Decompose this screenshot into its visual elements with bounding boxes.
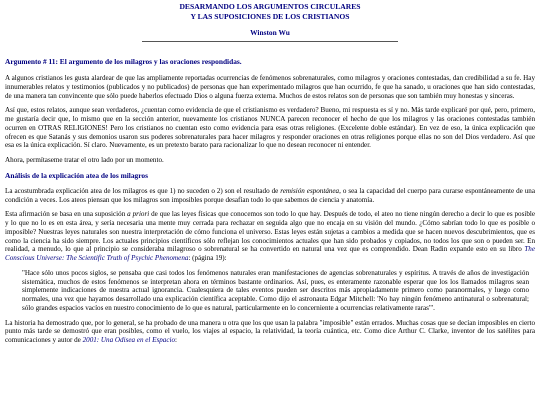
text-segment: de que las leyes físicas que conocemos son todo lo que hay. Después de todo, el ateo no tiene ningún derecho a decir lo que es posible y lo que no lo es en esta área, y sería necesaria una mente muy cerrada para rechazar en seguida algo que no encaja en su visión del mundo. ¿Cómo sabrían todo lo que es posible o imposible? Nuestras leyes naturales son nuestra interpretación de cómo funciona el universo. Estas leyes están sujetas a cambios a medida que se hacen nuevos descubrimientos, que es como la ciencia ha sido siempre. Los actuales principios científicos sólo reflejan los conocimientos actuales que han sido probados y copiados, no todos los que son o pueden ser. En realidad, a menudo, lo que al principio se consideraba milagroso o sobrenatural se ha convertido en natural una vez que es comprendido. Dean Radin expande esto en su libro — [5, 210, 535, 254]
document-title-line-1: DESARMANDO LOS ARGUMENTOS CIRCULARES — [179, 2, 361, 11]
paragraph-other-religions: Así que, estos relatos, aunque sean verdaderos, ¿cuentan como evidencia de que el cristianismo es verdadero? Bueno, mi respuesta es sí y no. Más tarde explicaré por qué, pero, primero, me gustaría decir que, lo mismo que en la sección anterior, nuevamente los cristianos NUNCA parecen reconocer el hecho de que los milagros y las oraciones contestadas también ocurren en OTRAS RELIGIONES! Pero los cristianos no cuentan esto como evidencia para esas otras religiones. (Excelente doble estándar). En vez de eso, la única explicación que ofrecen es que Satanás y sus demonios usaron sus poderes sobrenaturales para hacer milagros y responder oraciones en otras religiones porque ellas no son del Dios verdadero. Así que esa es la única explicación. Sí claro. Nuevamente, es un pretexto barato para racionalizar lo que no desean reconocer ni entender. — [5, 106, 535, 150]
horizontal-divider — [142, 41, 398, 42]
section-heading-atheist-analysis: Análisis de la explicación atea de los milagros — [5, 170, 148, 180]
text-segment: : — [175, 336, 177, 345]
paragraph-transition: Ahora, permítaseme tratar el otro lado por un momento. — [5, 156, 164, 165]
paragraph-a-priori — [5, 210, 535, 263]
book-title-conscious-universe: The Conscious Universe: The Scientific Truth of Psychic Phenomena — [5, 245, 535, 263]
document-title-line-2: Y LAS SUPOSICIONES DE LOS CRISTIANOS — [190, 11, 350, 21]
text-segment: , o sea la capacidad del cuerpo para curarse espontáneamente de una condición a veces. Los ateos piensan que los milagros son imposibles porque desafían todo lo que sabemos de ciencia y anatomía. — [5, 186, 535, 204]
text-segment: : (página 19): — [188, 254, 227, 263]
document-author: Winston Wu — [250, 28, 290, 38]
paragraph-impossible-history — [5, 319, 535, 345]
text-segment: La historia ha demostrado que, por lo general, se ha probado de una manera u otra que los que usan la palabra "imposible" están errados. Muchas cosas que se decían imposibles en cierto punto más tarde se demostró que eran posibles, como el vuelo, los viajes al espacio, la relatividad, la teoría cuántica, etc. Como dice Arthur C. Clarke, inventor de los satélites para comunicaciones y autor de — [5, 318, 535, 345]
text-segment: La acostumbrada explicación atea de los milagros es que 1) no suceden o 2) son el resultado de — [5, 186, 281, 195]
paragraph-atheist-explanation — [5, 187, 535, 205]
paragraph-miracles-claims: A algunos cristianos les gusta alardear de que las ampliamente reportadas ocurrencias de fenómenos sobrenaturales, como milagros y oraciones contestadas, dan credibilidad a su fe. Hay innumerables relatos y testimonios (publicados y no publicados) de personas que han experimentado milagros que han ocurrido, fe que ha sanado, u oraciones que han sido contestadas, de una manera tan convincente que sólo puede haberlos efectuado Dios o alguna fuerza externa. Muchos de estos relatos son de personas que son también muy honestas y sinceras. — [5, 74, 535, 100]
quote-dean-radin: "Hace sólo unos pocos siglos, se pensaba que casi todos los fenómenos naturales eran manifestaciones de agencias sobrenaturales y espíritus. A través de años de investigación sistemática, muchos de estos fenómenos se interpretan ahora en términos bastante ordinarios. Así, pues, es enteramente razonable esperar que los los llamados milagros sean simplemente indicaciones de nuestra actual ignorancia. Cualesquiera de tales eventos pueden ser descritos más apropiadamente primero como paranormales, y luego como normales, una vez que hayamos desarrollado una explicación científica aceptable. Como dijo el astronauta Edgar Mitchell: 'No hay ningún fenómeno antinatural o sobrenatural; sólo grandes espacios vacíos en nuestro conocimiento de lo que es natural, particularmente en lo concerniente a ocurrencias relativamente raras'". — [22, 268, 529, 312]
text-segment: Esta afirmación se basa en una suposición — [5, 210, 128, 219]
italic-term-remision: remisión espontánea — [280, 186, 340, 195]
italic-term-a-priori: a priori — [127, 210, 150, 219]
section-heading-argument-11: Argumento # 11: El argumento de los milagros y las oraciones respondidas. — [5, 57, 242, 67]
book-title-2001: 2001: Una Odisea en el Espacio — [82, 336, 176, 345]
